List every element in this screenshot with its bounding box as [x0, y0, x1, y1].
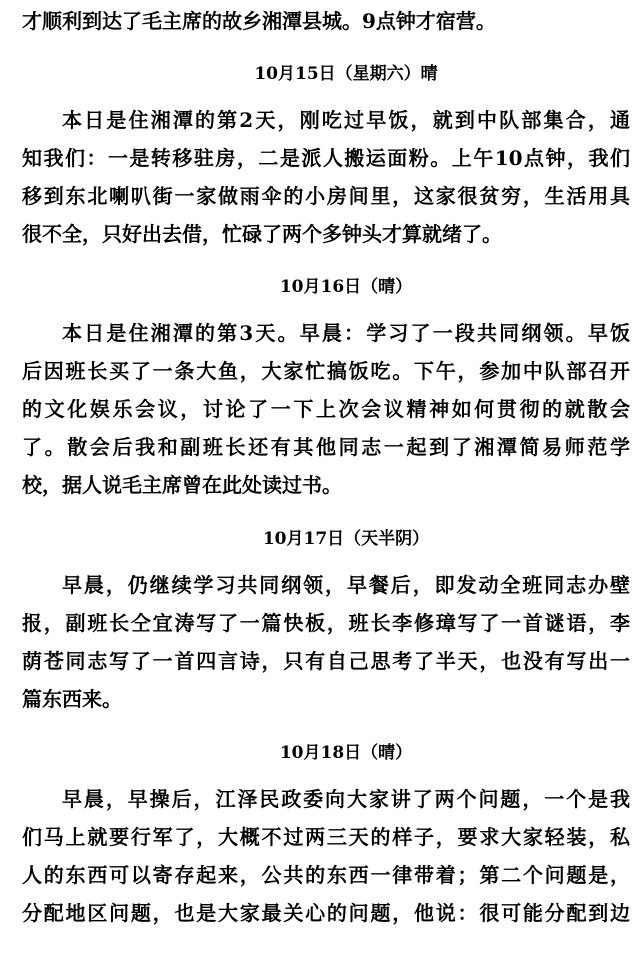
entry-date-heading: 10月17日（天半阴）	[262, 529, 430, 549]
text-line: 本日是住湘潭的第3天。早晨：学习了一段共同纲领。早饭	[62, 321, 630, 345]
text-line: 人的东西可以寄存起来，公共的东西一律带着；第二个问题是，	[22, 863, 630, 887]
text-line: 才顺利到达了毛主席的故乡湘潭县城。9点钟才宿营。	[22, 9, 496, 33]
text-line: 了。散会后我和副班长还有其他同志一起到了湘潭简易师范学	[22, 435, 630, 459]
text-line: 分配地区问题，也是大家最关心的问题，他说：很可能分配到边	[22, 901, 630, 925]
text-line: 报，副班长仝宜涛写了一篇快板，班长李修璋写了一首谜语，李	[22, 611, 630, 635]
text-line: 知我们：一是转移驻房，二是派人搬运面粉。上午10点钟，我们	[22, 146, 630, 170]
text-line: 本日是住湘潭的第2天，刚吃过早饭，就到中队部集合，通	[62, 108, 630, 132]
text-line: 移到东北喇叭街一家做雨伞的小房间里，这家很贫穷，生活用具	[22, 184, 630, 208]
text-line: 荫苍同志写了一首四言诗，只有自己思考了半天，也没有写出一	[22, 649, 630, 673]
entry-date-heading: 10月16日（晴）	[279, 277, 413, 297]
entry-date-heading: 10月15日（星期六）晴	[254, 64, 438, 84]
text-line: 篇东西来。	[22, 687, 122, 711]
text-line: 很不全，只好出去借，忙碌了两个多钟头才算就绪了。	[22, 222, 502, 246]
text-line: 们马上就要行军了，大概不过两三天的样子，要求大家轻装，私	[22, 825, 630, 849]
text-line: 校，据人说毛主席曾在此处读过书。	[22, 473, 342, 497]
text-line: 后因班长买了一条大鱼，大家忙搞饭吃。下午，参加中队部召开	[22, 359, 630, 383]
text-line: 的文化娱乐会议，讨论了一下上次会议精神如何贯彻的就散会	[22, 397, 630, 421]
text-line: 早晨，早操后，江泽民政委向大家讲了两个问题，一个是我	[62, 787, 630, 811]
text-line: 早晨，仍继续学习共同纲领，早餐后，即发动全班同志办壁	[62, 573, 630, 597]
entry-date-heading: 10月18日（晴）	[279, 743, 413, 763]
